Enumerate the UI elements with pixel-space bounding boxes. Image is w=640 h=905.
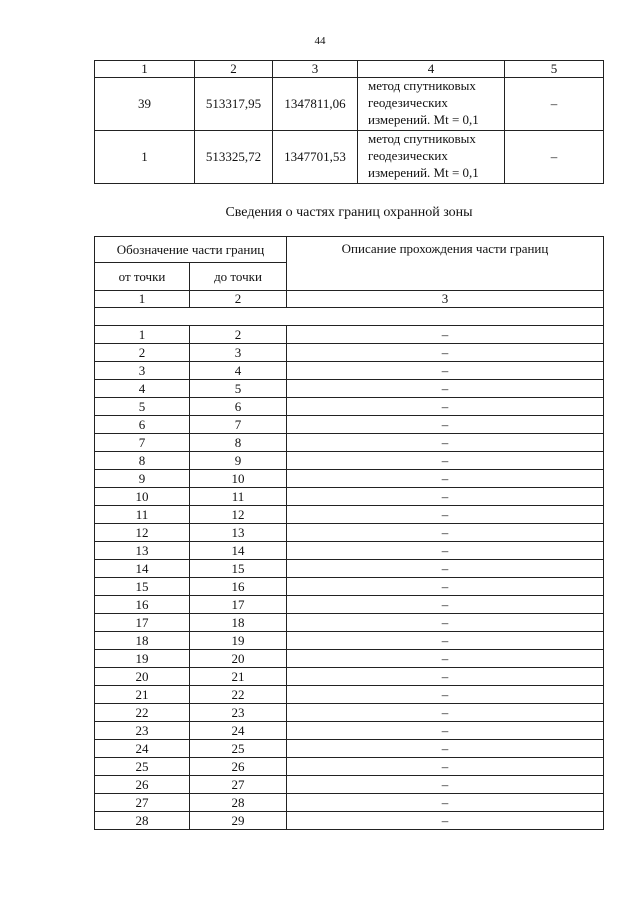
from-point-cell: 3 xyxy=(95,362,190,380)
description-cell: – xyxy=(287,434,604,452)
description-cell: – xyxy=(287,380,604,398)
method-line: метод спутниковых xyxy=(368,78,476,94)
column-number: 4 xyxy=(358,61,505,78)
header-from-point: от точки xyxy=(95,263,190,291)
x-coordinate-cell: 513317,95 xyxy=(195,77,273,130)
to-point-cell: 23 xyxy=(190,704,287,722)
to-point-cell: 11 xyxy=(190,488,287,506)
description-cell: – xyxy=(287,398,604,416)
to-point-cell: 17 xyxy=(190,596,287,614)
parts-header-row xyxy=(95,237,604,263)
description-cell: – xyxy=(287,578,604,596)
from-point-cell: 21 xyxy=(95,686,190,704)
to-point-cell: 4 xyxy=(190,362,287,380)
to-point-cell: 29 xyxy=(190,812,287,830)
from-point-cell: 10 xyxy=(95,488,190,506)
page-number: 44 xyxy=(314,35,326,47)
table-row xyxy=(95,470,604,488)
column-number: 1 xyxy=(95,61,195,78)
table-row xyxy=(95,434,604,452)
description-cell: – xyxy=(287,614,604,632)
description-cell: – xyxy=(287,362,604,380)
table-row xyxy=(95,398,604,416)
table-row xyxy=(95,362,604,380)
column-number: 1 xyxy=(95,291,190,308)
table-row xyxy=(95,740,604,758)
header-to-point: до точки xyxy=(190,263,287,291)
description-cell: – xyxy=(287,596,604,614)
to-point-cell: 3 xyxy=(190,344,287,362)
header-boundary-description: Описание прохождения части границ xyxy=(287,237,604,291)
description-cell: – xyxy=(287,344,604,362)
method-line: геодезических xyxy=(368,95,448,111)
to-point-cell: 15 xyxy=(190,560,287,578)
table-row xyxy=(95,776,604,794)
description-cell: – xyxy=(287,542,604,560)
to-point-cell: 19 xyxy=(190,632,287,650)
table-row xyxy=(95,650,604,668)
to-point-cell: 6 xyxy=(190,398,287,416)
description-cell: – xyxy=(287,560,604,578)
from-point-cell: 1 xyxy=(95,326,190,344)
method-line: метод спутниковых xyxy=(368,131,476,147)
table-row xyxy=(95,578,604,596)
from-point-cell: 12 xyxy=(95,524,190,542)
description-cell: – xyxy=(287,704,604,722)
to-point-cell: 5 xyxy=(190,380,287,398)
table-row xyxy=(95,668,604,686)
column-5-cell: – xyxy=(505,77,604,130)
y-coordinate-cell: 1347811,06 xyxy=(273,77,358,130)
description-cell: – xyxy=(287,632,604,650)
table-row xyxy=(95,722,604,740)
to-point-cell: 26 xyxy=(190,758,287,776)
from-point-cell: 19 xyxy=(95,650,190,668)
to-point-cell: 18 xyxy=(190,614,287,632)
to-point-cell: 10 xyxy=(190,470,287,488)
table-row xyxy=(95,632,604,650)
description-cell: – xyxy=(287,470,604,488)
point-number-cell: 1 xyxy=(95,130,195,183)
from-point-cell: 16 xyxy=(95,596,190,614)
from-point-cell: 2 xyxy=(95,344,190,362)
table-row xyxy=(95,596,604,614)
table-row xyxy=(95,452,604,470)
boundary-parts-table xyxy=(94,236,604,830)
description-cell: – xyxy=(287,668,604,686)
table-row xyxy=(95,524,604,542)
description-cell: – xyxy=(287,812,604,830)
column-number: 3 xyxy=(273,61,358,78)
description-cell: – xyxy=(287,776,604,794)
to-point-cell: 24 xyxy=(190,722,287,740)
description-cell: – xyxy=(287,686,604,704)
from-point-cell: 27 xyxy=(95,794,190,812)
from-point-cell: 6 xyxy=(95,416,190,434)
description-cell: – xyxy=(287,506,604,524)
from-point-cell: 15 xyxy=(95,578,190,596)
to-point-cell: 2 xyxy=(190,326,287,344)
column-number: 2 xyxy=(190,291,287,308)
description-cell: – xyxy=(287,650,604,668)
column-number: 3 xyxy=(287,291,604,308)
description-cell: – xyxy=(287,794,604,812)
to-point-cell: 14 xyxy=(190,542,287,560)
coordinates-row xyxy=(95,77,604,130)
blank-row xyxy=(95,308,604,326)
table-row xyxy=(95,506,604,524)
from-point-cell: 25 xyxy=(95,758,190,776)
from-point-cell: 23 xyxy=(95,722,190,740)
to-point-cell: 7 xyxy=(190,416,287,434)
method-line: измерений. Mt = 0,1 xyxy=(368,165,479,181)
from-point-cell: 14 xyxy=(95,560,190,578)
coordinates-header-row xyxy=(95,61,604,78)
column-5-cell: – xyxy=(505,130,604,183)
column-number: 5 xyxy=(505,61,604,78)
from-point-cell: 17 xyxy=(95,614,190,632)
description-cell: – xyxy=(287,722,604,740)
header-boundary-designation: Обозначение части границ xyxy=(95,237,287,263)
from-point-cell: 22 xyxy=(95,704,190,722)
to-point-cell: 28 xyxy=(190,794,287,812)
to-point-cell: 9 xyxy=(190,452,287,470)
method-line: измерений. Mt = 0,1 xyxy=(368,112,479,128)
from-point-cell: 9 xyxy=(95,470,190,488)
table-row xyxy=(95,614,604,632)
from-point-cell: 18 xyxy=(95,632,190,650)
method-cell xyxy=(358,130,505,183)
from-point-cell: 13 xyxy=(95,542,190,560)
table-row xyxy=(95,416,604,434)
method-cell xyxy=(358,77,505,130)
table-row xyxy=(95,812,604,830)
from-point-cell: 28 xyxy=(95,812,190,830)
table-row xyxy=(95,380,604,398)
coordinates-table xyxy=(94,60,604,184)
table-row xyxy=(95,344,604,362)
from-point-cell: 24 xyxy=(95,740,190,758)
from-point-cell: 26 xyxy=(95,776,190,794)
to-point-cell: 21 xyxy=(190,668,287,686)
to-point-cell: 13 xyxy=(190,524,287,542)
description-cell: – xyxy=(287,326,604,344)
parts-column-numbers-row xyxy=(95,291,604,308)
x-coordinate-cell: 513325,72 xyxy=(195,130,273,183)
to-point-cell: 27 xyxy=(190,776,287,794)
description-cell: – xyxy=(287,488,604,506)
from-point-cell: 8 xyxy=(95,452,190,470)
table-row xyxy=(95,542,604,560)
description-cell: – xyxy=(287,416,604,434)
from-point-cell: 20 xyxy=(95,668,190,686)
method-line: геодезических xyxy=(368,148,448,164)
table-row xyxy=(95,794,604,812)
table-row xyxy=(95,704,604,722)
to-point-cell: 25 xyxy=(190,740,287,758)
to-point-cell: 22 xyxy=(190,686,287,704)
point-number-cell: 39 xyxy=(95,77,195,130)
to-point-cell: 16 xyxy=(190,578,287,596)
blank-cell xyxy=(95,308,604,326)
to-point-cell: 8 xyxy=(190,434,287,452)
description-cell: – xyxy=(287,524,604,542)
table-row xyxy=(95,686,604,704)
from-point-cell: 7 xyxy=(95,434,190,452)
table-row xyxy=(95,326,604,344)
to-point-cell: 20 xyxy=(190,650,287,668)
description-cell: – xyxy=(287,452,604,470)
from-point-cell: 11 xyxy=(95,506,190,524)
coordinates-row xyxy=(95,130,604,183)
from-point-cell: 4 xyxy=(95,380,190,398)
column-number: 2 xyxy=(195,61,273,78)
description-cell: – xyxy=(287,740,604,758)
section-title: Сведения о частях границ охранной зоны xyxy=(225,205,473,220)
table-row xyxy=(95,758,604,776)
from-point-cell: 5 xyxy=(95,398,190,416)
description-cell: – xyxy=(287,758,604,776)
to-point-cell: 12 xyxy=(190,506,287,524)
table-row xyxy=(95,488,604,506)
table-row xyxy=(95,560,604,578)
y-coordinate-cell: 1347701,53 xyxy=(273,130,358,183)
